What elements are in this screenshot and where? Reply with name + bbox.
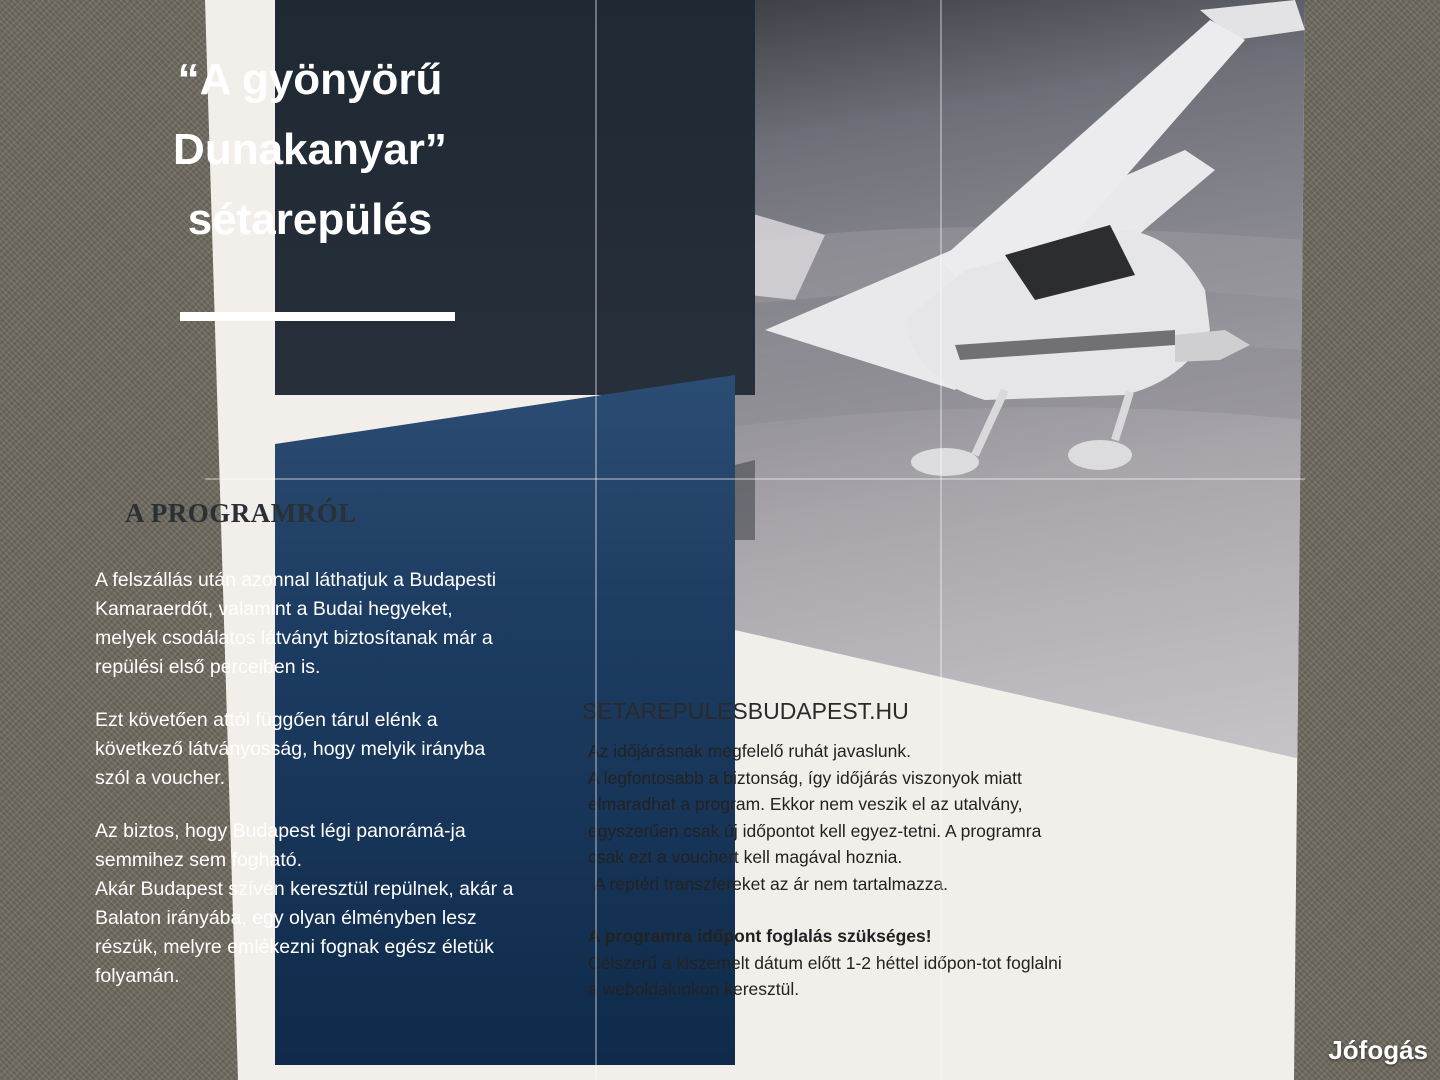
airplane-illustration xyxy=(705,0,1305,760)
program-description xyxy=(95,566,515,991)
title-line: “A gyönyörű xyxy=(177,55,443,104)
flyer-title xyxy=(80,45,540,255)
program-paragraph: Az biztos, hogy Budapest légi panorámá-ja semmihez sem fogható. xyxy=(95,820,466,871)
website-url: SETAREPULESBUDAPEST.HU xyxy=(582,698,909,724)
info-paragraph: A legfontosabb a biztonság, így időjárás viszonyok miatt elmaradhat a program. Ekkor nem veszik el az utalvány, egyszerűen csak új időpontot kell egyez-tetni. A programra csak ezt a vouchert kell magával hoznia. xyxy=(588,767,1042,867)
program-heading: A PROGRAMRÓL xyxy=(125,498,357,528)
program-paragraph: Akár Budapest szívén keresztül repülnek, akár a Balaton irányába, egy olyan élményben lesz részük, melyre emlékezni fognak egész életük folyamán. xyxy=(95,878,514,987)
info-paragraph: Az időjárásnak megfelelő ruhát javaslunk. xyxy=(588,741,911,761)
paper-fold xyxy=(595,0,597,1080)
program-paragraph: Ezt követően attól függően tárul elénk a következő látványosság, hogy melyik irányba szól a voucher. xyxy=(95,709,486,789)
info-paragraph: A reptéri transzfereket az ár nem tartalmazza. xyxy=(594,873,949,894)
info-section xyxy=(588,738,1068,1003)
paper-fold xyxy=(940,0,942,1080)
paper-fold xyxy=(205,478,1305,480)
airplane-photo xyxy=(705,0,1305,760)
program-paragraph: A felszállás után azonnal láthatjuk a Budapesti Kamaraerdőt, valamint a Budai hegyeket, melyek csodálatos látványt biztosítanak már a repülési első perceiben is. xyxy=(95,569,497,678)
title-line: sétarepülés xyxy=(187,195,433,244)
jofogas-watermark: Jófogás xyxy=(1328,1035,1428,1065)
title-underline xyxy=(180,312,455,321)
booking-text: Célszerű a kiszemelt dátum előtt 1-2 héttel időpon-tot foglalni a weboldalunkon keresztül. xyxy=(588,952,1062,999)
booking-heading: A programra időpont foglalás szükséges! xyxy=(588,926,932,946)
title-line: Dunakanyar” xyxy=(173,125,447,174)
